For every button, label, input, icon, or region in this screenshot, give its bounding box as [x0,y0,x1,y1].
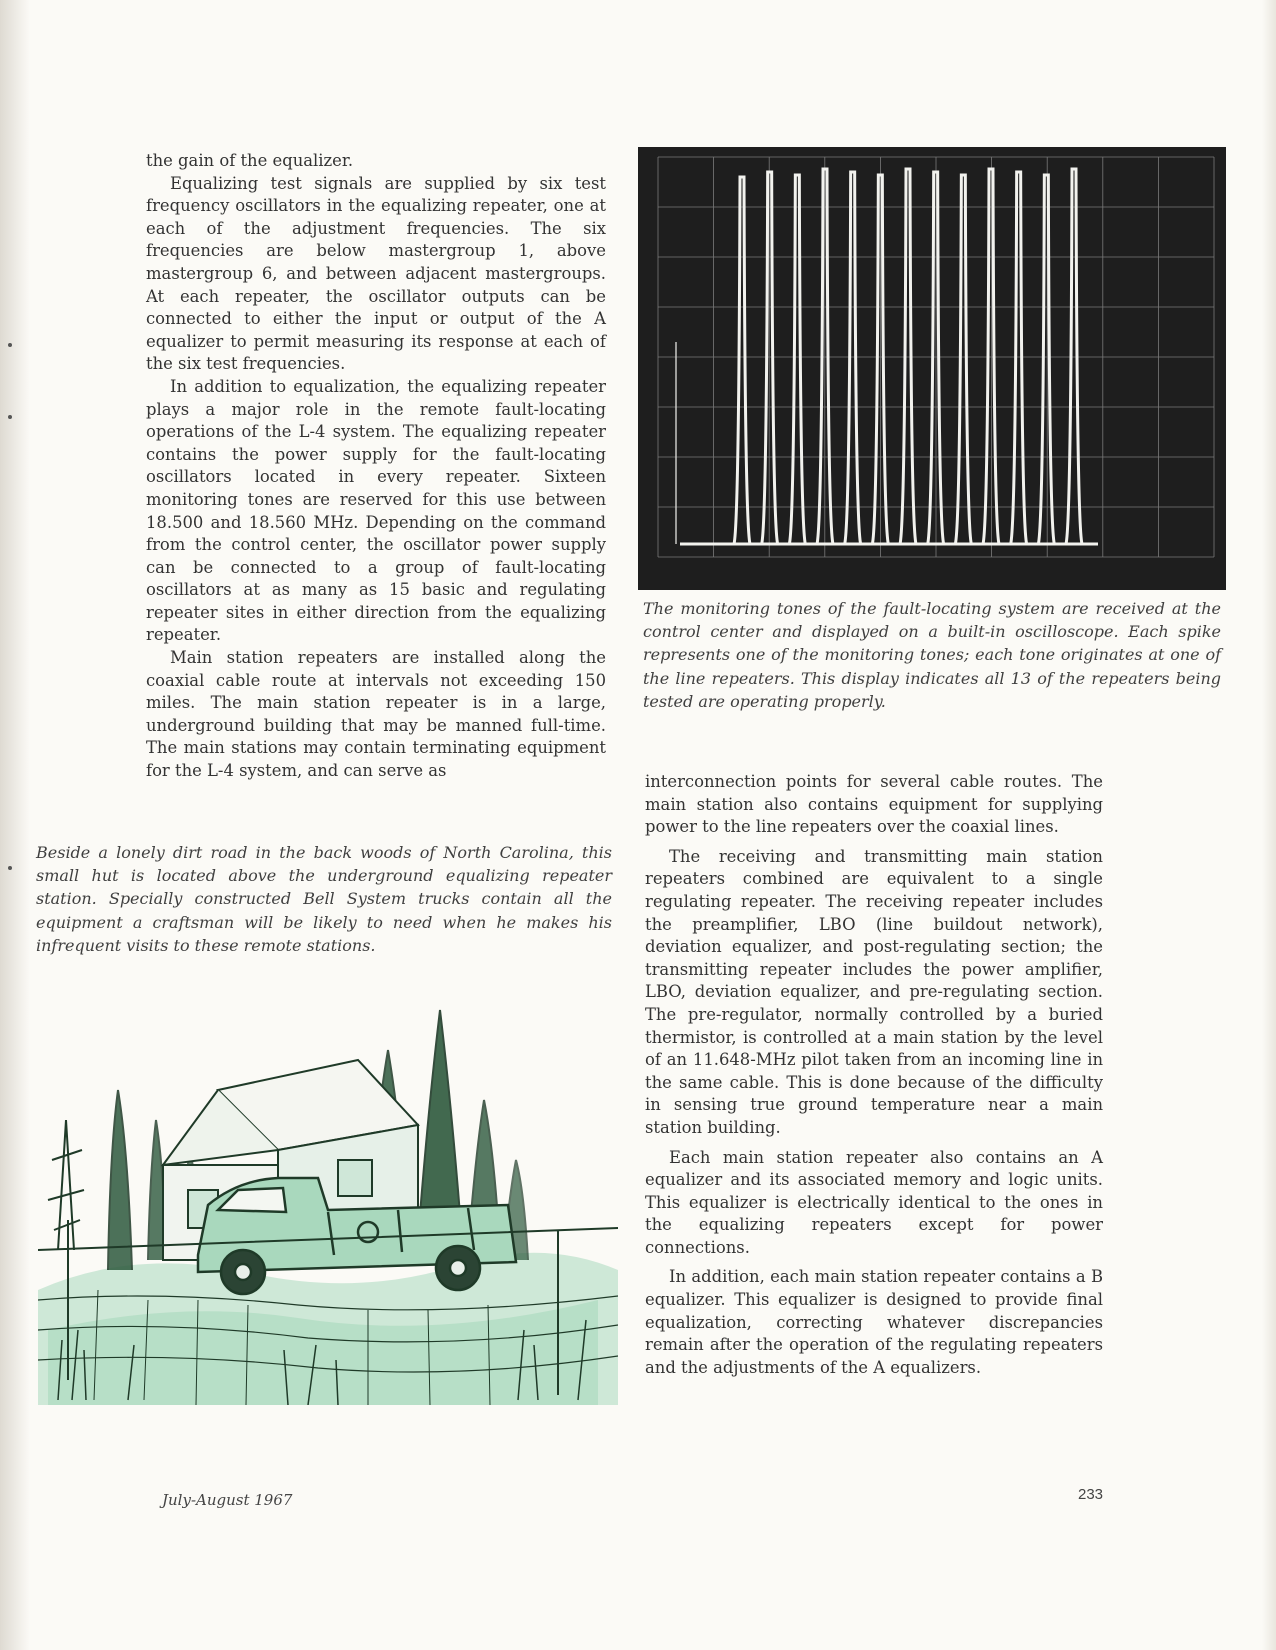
paragraph: the gain of the equalizer. [146,151,354,170]
repeater-hut-illustration [38,1000,618,1405]
body-column-left [146,150,606,783]
oscilloscope-photo [638,147,1226,590]
issue-date: July-August 1967 [162,1491,293,1509]
paragraph: interconnection points for several cable routes. The main station also contains equipment for supplying power to the line repeaters over the coaxial lines. [645,772,1103,837]
body-column-right [645,771,1103,1379]
page-edge-shadow [1262,0,1276,1650]
binding-hole-mark [8,343,12,347]
paragraph: In addition to equalization, the equalizing repeater plays a major role in the remote fault-locating operations of the L-4 system. The equalizing repeater contains the power supply for the fault-locating oscillators located in every repeater. Sixteen monitoring tones are reserved for this use between 18.500 and 18.560 MHz. Depending on the command from the control center, the oscillator power supply can be connected to a group of fault-locating oscillators at as many as 15 basic and regulating repeater sites in either direction from the equalizing repeater. [146,376,606,645]
paragraph: In addition, each main station repeater contains a B equalizer. This equalizer is designed to provide final equalization, correcting whatever discrepancies remain after the operation of the regulating repeaters and the adjustments of the A equalizers. [645,1267,1103,1377]
page-number: 233 [1078,1486,1104,1503]
binding-hole-mark [8,866,12,870]
page-gutter-shadow [0,0,30,1650]
paragraph: Each main station repeater also contains an A equalizer and its associated memory and logic units. This equalizer is electrically identical to the ones in the equalizing repeaters except for power connections. [645,1147,1103,1257]
paragraph: Main station repeaters are installed along the coaxial cable route at intervals not exceeding 150 miles. The main station repeater is in a large, underground building that may be manned full-time. The main stations may contain terminating equipment for the L-4 system, and can serve as [146,648,606,781]
hut-caption: Beside a lonely dirt road in the back woods of North Carolina, this small hut is located above the underground equalizing repeater station. Specially constructed Bell System trucks contain all the equipment a craftsman will be likely to need when he makes his infrequent visits to these remote stations. [36,843,612,955]
oscilloscope-caption: The monitoring tones of the fault-locating system are received at the control center and displayed on a built-in oscilloscope. Each spike represents one of the monitoring tones; each tone originates at one of the line repeaters. This display indicates all 13 of the repeaters being tested are operating properly. [643,599,1221,711]
paragraph: Equalizing test signals are supplied by six test frequency oscillators in the equalizing repeater, one at each of the adjustment frequencies. The six frequencies are below mastergroup 1, above mastergroup 6, and between adjacent mastergroups. At each repeater, the oscillator outputs can be connected to either the input or output of the A equalizer to permit measuring its response at each of the six test frequencies. [146,173,606,374]
binding-hole-mark [8,415,12,419]
paragraph: The receiving and transmitting main station repeaters combined are equivalent to a single regulating repeater. The receiving repeater includes the preamplifier, LBO (line buildout network), deviation equalizer, and post-regulating section; the transmitting repeater includes the power amplifier, LBO, deviation equalizer, and pre-regulating section. The pre-regulator, normally controlled by a buried thermistor, is controlled at a main station by the level of an 11.648-MHz pilot taken from an incoming line in the same cable. This is done because of the difficulty in sensing true ground temperature near a main station building. [645,846,1103,1137]
grass-wash [38,1253,618,1405]
